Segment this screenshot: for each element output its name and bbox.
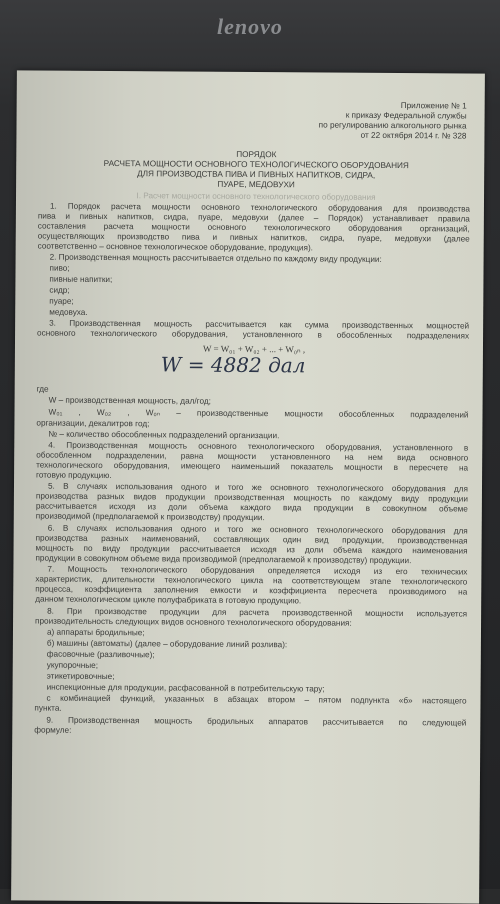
p4-line-3: технологического оборудования, имеющего наименьший показатель мощности в пересчете на — [36, 460, 469, 473]
p7-line-4: данном технологическом цикле полуфабриката в готовую продукцию. — [35, 594, 302, 606]
w-items-line-2: организации, декалитров год; — [36, 418, 150, 429]
p9-line-1: 9. Производственная мощность бродильных аппаратов рассчитывается по следующей — [46, 715, 467, 728]
p8-item-combined-end: пункта. — [34, 703, 62, 713]
p2-item-beer: пиво; — [49, 263, 70, 273]
section-heading: I. Расчет мощности основного технологического оборудования — [136, 191, 376, 202]
handwritten-result: W = 4882 дал — [160, 352, 306, 378]
p5-line-4: производимой (предполагаемой к производству) продукции. — [35, 511, 265, 523]
where-label: где — [36, 384, 49, 394]
p3-line-1: 3. Производственная мощность рассчитывается как сумма производственных мощностей — [49, 318, 470, 331]
p7-line-1: 7. Мощность технологического оборудования определяется исходя из его технических — [47, 564, 468, 577]
n-definition: № – количество обособленных подразделений организации. — [48, 429, 280, 441]
appendix-date: от 22 октября 2014 г. № 328 — [360, 130, 467, 141]
p6-line-2: производства разных наименований, составляющих один вид продукции, производственная — [35, 533, 468, 546]
p9-line-2: формуле: — [34, 725, 72, 735]
p4-line-1: 4. Производственная мощность основного технологического оборудования, установленного в — [48, 440, 469, 453]
w-definition: W – производственная мощность, дал/год; — [48, 395, 211, 406]
p8-item-labeling: этикетировочные; — [46, 671, 115, 682]
w-items-line-1: W₀₁ , W₀₂ , W₀ₙ – производственные мощности обособленных подразделений — [48, 407, 469, 420]
title-line-3: ДЛЯ ПРОИЗВОДСТВА ПИВА И ПИВНЫХ НАПИТКОВ, СИДРА, — [137, 169, 376, 180]
p2-item-beer-drinks: пивные напитки; — [49, 274, 113, 285]
p1-line-2: пива и пивных напитков, сидра, пуаре, медовухи (далее – Порядок) устанавливает правила — [37, 211, 470, 224]
p1-line-5: соответственно – основное технологическое оборудование, продукция). — [37, 241, 313, 253]
p2-line-1: 2. Производственная мощность рассчитывается отдельно по каждому виду продукции: — [49, 252, 382, 264]
p8-item-combined: с комбинацией функций, указанных в абзацах втором – пятом подпункта «б» настоящего — [46, 693, 467, 706]
document-page — [11, 70, 485, 903]
p6-line-3: мощность по виду продукции рассчитывается исходя из доли объема каждого наименования — [35, 543, 468, 556]
p1-line-4: осуществляющих производство пива и пивных напитков, сидра, пуаре, медовухи (далее — [37, 231, 470, 244]
title-line-2: РАСЧЕТА МОЩНОСТИ ОСНОВНОГО ТЕХНОЛОГИЧЕСКОГО ОБОРУДОВАНИЯ — [103, 158, 409, 171]
p4-line-4: готовую продукцию. — [36, 470, 112, 481]
p8-item-capping: укупорочные; — [46, 660, 99, 670]
appendix-agency: по регулированию алкогольного рынка — [318, 120, 467, 131]
p8-line-2: производительность следующих видов основного технологического оборудования: — [35, 616, 352, 628]
title-line-1: ПОРЯДОК — [236, 149, 277, 160]
p8-item-filling: фасовочные (разливочные); — [46, 649, 155, 660]
p4-line-2: обособленном подразделении, равна мощности установленного на нем вида основного — [36, 450, 469, 463]
p5-line-1: 5. В случаях использования одного и того же основного технологического оборудования для — [47, 481, 469, 494]
p3-line-2: основного технологического оборудования, установленного в обособленных подразделениях — [37, 328, 470, 341]
p7-line-3: процесса, коэффициента заполнения емкости и коэффициента пересчета производимого на — [35, 584, 468, 597]
p8-item-a: а) аппараты бродильные; — [46, 627, 145, 638]
p8-item-b: б) машины (автоматы) (далее – оборудование линий розлива): — [46, 638, 288, 650]
p5-line-2: производства разных видов продукции производственная мощность по каждому виду продукции — [35, 491, 468, 504]
p5-line-3: рассчитывается исходя из доли объема каждого вида продукции в совокупном объеме — [35, 501, 468, 514]
p2-item-mead: медовуха. — [49, 307, 88, 317]
p7-line-2: характеристик, длительности технологического цикла на соответствующем этапе технологического — [35, 574, 468, 587]
p1-line-3: составления расчета мощности основного технологического оборудования организаций, — [37, 221, 470, 234]
appendix-order: к приказу Федеральной службы — [345, 110, 467, 121]
p2-item-poire: пуаре; — [49, 296, 74, 306]
p6-line-4: продукции в совокупном объеме вида производимой (предполагаемой к производству) продукции. — [35, 553, 412, 566]
appendix-number: Приложение № 1 — [400, 101, 467, 111]
p2-item-cider: сидр; — [49, 285, 70, 295]
p8-line-1: 8. При производстве продукции для расчета производственной мощности используется — [47, 606, 468, 619]
p1-line-1: 1. Порядок расчета мощности основного технологического оборудования для производства — [49, 201, 470, 214]
p6-line-1: 6. В случаях использования одного и того же основного технологического оборудования для — [47, 523, 468, 536]
formula: W = W₀₁ + W₀₂ + ... + W₀ₙ , — [202, 343, 306, 355]
p8-item-inspection: инспекционные для продукции, расфасованной в потребительскую тару; — [46, 682, 325, 694]
title-line-4: ПУАРЕ, МЕДОВУХИ — [217, 179, 295, 190]
lenovo-logo: lenovo — [217, 14, 283, 39]
